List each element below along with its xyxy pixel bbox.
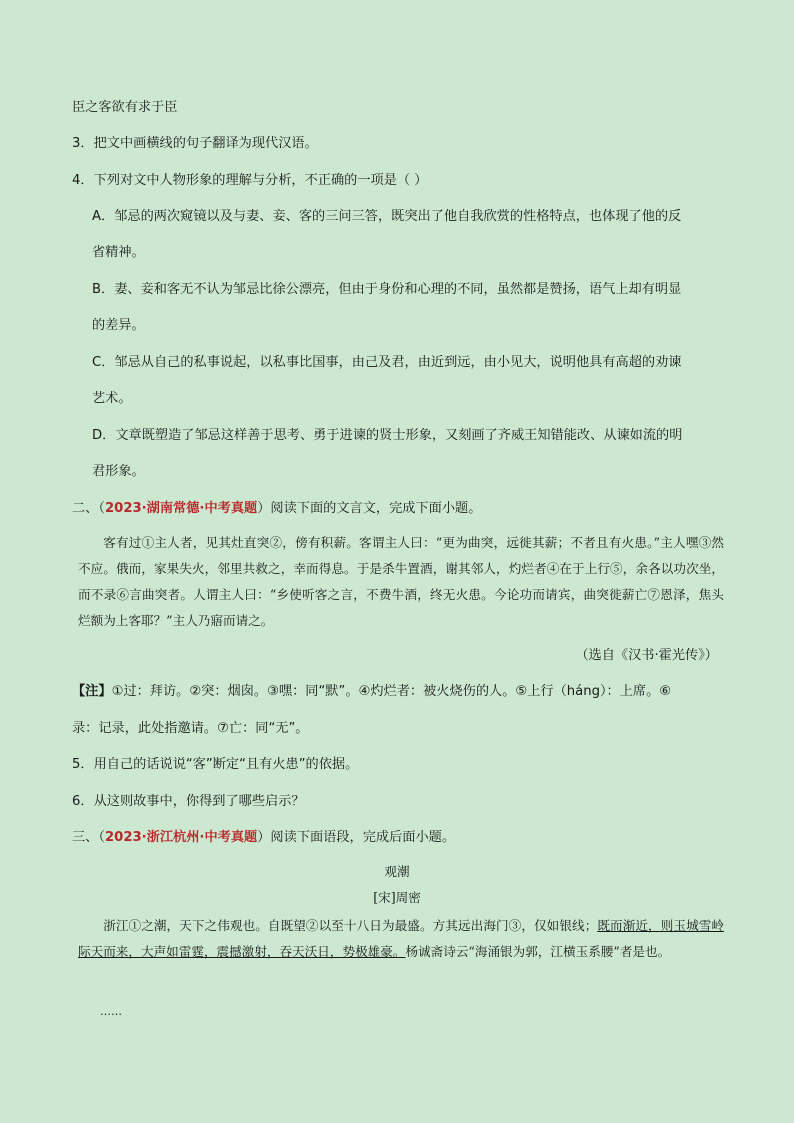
option-d-line-2: 君形象。 [92,464,145,479]
passage-2-source: （选自《汉书·霍光传》） [575,648,718,663]
passage-2-text: 客有过①主人者，见其灶直突②，傍有积薪。客谓主人曰：“更为曲突，远徙其薪；不者且有火患。”主人嘿③然不应。俄而，家果失火，邻里共救之，幸而得息。于是杀牛置酒，谢其邻人，灼烂者④在于上行⑤，余各以功次坐，而不录⑥言曲突者。人谓主人曰：“乡使听客之言，不费牛酒，终无火患。今论功而请宾，曲突徙薪亡⑦恩泽，焦头烂额为上客耶？”主人乃寤而请之。 [78,535,724,628]
option-b-line-1: B．妻、妾和客无不认为邹忌比徐公漂亮，但由于身份和心理的不同，虽然都是赞扬，语气上却有明显 [92,282,682,297]
option-c-line-2: 艺术。 [92,391,132,406]
option-d-line-1: D．文章既塑造了邹忌这样善于思考、勇于进谏的贤士形象，又刻画了齐威王知错能改、从谏如流的明 [92,428,683,443]
ellipsis: …… [100,1005,122,1018]
section-2-heading: 二、（2023·湖南常德·中考真题）阅读下面的文言文，完成下面小题。 [72,501,482,516]
passage-3-title: 观潮 [384,864,410,879]
passage-3-author: [宋]周密 [373,890,421,905]
option-b-line-2: 的差异。 [92,318,145,333]
underlined-sentence: 既而渐近，则玉城雪岭际天而来，大声如雷霆，震撼激射，吞天沃日，势极雄豪。 [78,918,725,959]
question-3: 3．把文中画横线的句子翻译为现代汉语。 [72,136,318,151]
question-4: 4．下列对文中人物形象的理解与分析，不正确的一项是（ ） [72,173,428,188]
option-a-line-2: 省精神。 [92,245,145,260]
section-2-source-tag[interactable]: 2023·湖南常德·中考真题 [104,501,258,516]
note-label: 【注】 [72,684,112,699]
passage-3-text: 浙江①之潮，天下之伟观也。自既望②以至十八日为最盛。方其远出海门③，仅如银线；既而渐近，则玉城雪岭际天而来，大声如雷霆，震撼激射，吞天沃日，势极雄豪。杨诚斋诗云“海涌银为郭，江横玉系腰”者是也。 [78,918,725,959]
question-6: 6．从这则故事中，你得到了哪些启示？ [72,794,305,809]
section-3-source-tag[interactable]: 2023·浙江杭州·中考真题 [104,830,258,845]
question-line-top: 臣之客欲有求于臣 [72,100,178,115]
question-5: 5．用自己的话说说“客”断定“且有火患”的依据。 [72,757,359,772]
note-line-2: 录：记录，此处指邀请。⑦亡：同“无”。 [72,721,309,736]
section-3-heading: 三、（2023·浙江杭州·中考真题）阅读下面语段，完成后面小题。 [72,830,456,845]
option-c-line-1: C．邹忌从自己的私事说起，以私事比国事，由己及君，由近到远，由小见大，说明他具有高超的劝谏 [92,355,682,370]
note-line-1: 【注】①过：拜访。②突：烟囱。③嘿：同“默”。④灼烂者：被火烧伤的人。⑤上行（háng）：上席。⑥ [72,684,672,699]
option-a-line-1: A．邹忌的两次窥镜以及与妻、妾、客的三问三答，既突出了他自我欣赏的性格特点，也体现了他的反 [92,209,682,224]
